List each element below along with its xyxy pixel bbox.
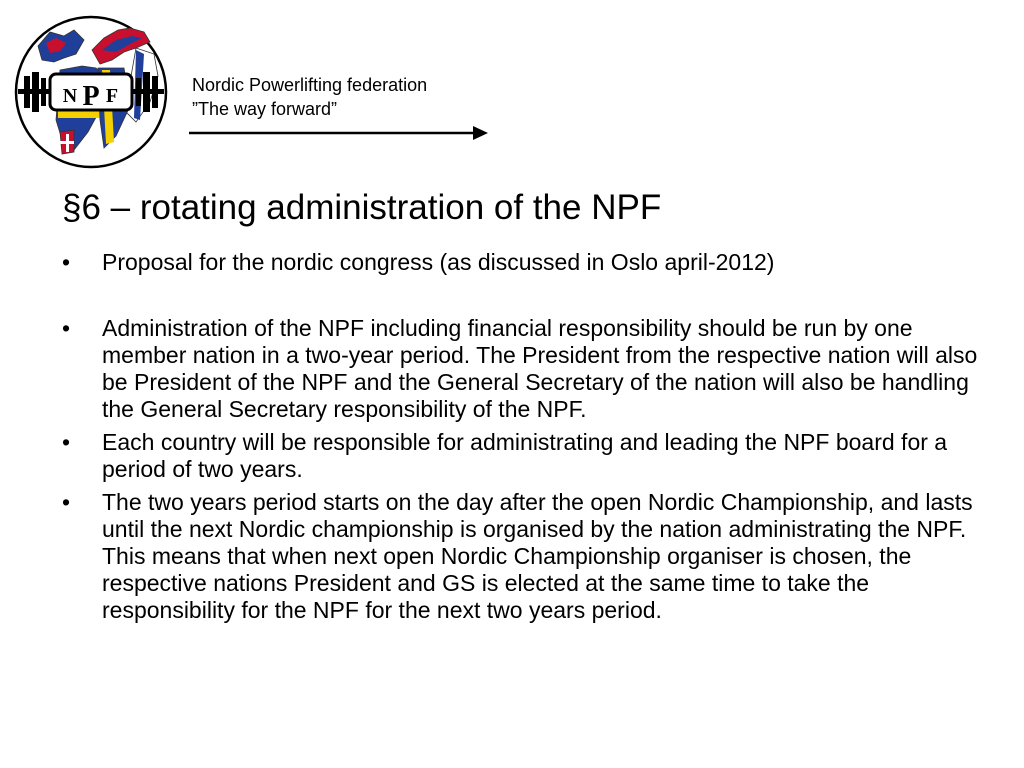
logo-letter-p: P [82, 81, 100, 112]
bullet-text: Administration of the NPF including financial responsibility should be run by one member nation in a two-year period. The President from the respective nation will also be President of the NPF and the General Secretary of the nation will also be handling the General Secretary responsibility of the NPF. [102, 315, 978, 422]
bullet-text: The two years period starts on the day after the open Nordic Championship, and lasts until the next Nordic championship is organised by the nation administrating the NPF. This means that when next open Nordic Championship organiser is chosen, the respective nations President and GS is elected at the same time to take the responsibility for the NPF for the next two years period. [102, 489, 973, 623]
bullet-text: Proposal for the nordic congress (as discussed in Oslo april-2012) [102, 249, 775, 275]
bullet-item [62, 429, 982, 483]
arrow-right-icon [189, 124, 489, 142]
org-name: Nordic Powerlifting federation [192, 75, 428, 95]
tagline: ”The way forward” [192, 99, 338, 119]
bullet-item [62, 489, 982, 624]
bullet-marker: • [62, 429, 71, 455]
bullet-item [62, 249, 982, 276]
bullet-marker: • [62, 489, 71, 515]
bullet-marker: • [62, 315, 71, 341]
npf-logo [12, 10, 170, 175]
logo-letter-f: F [105, 85, 119, 107]
bullet-marker: • [62, 249, 71, 275]
header-text [192, 73, 427, 121]
bullet-list [62, 249, 982, 624]
slide-title: §6 – rotating administration of the NPF [62, 188, 662, 227]
bullet-item [62, 315, 982, 423]
logo-letter-n: N [62, 85, 78, 107]
bullet-text: Each country will be responsible for administrating and leading the NPF board for a period of two years. [102, 429, 948, 482]
